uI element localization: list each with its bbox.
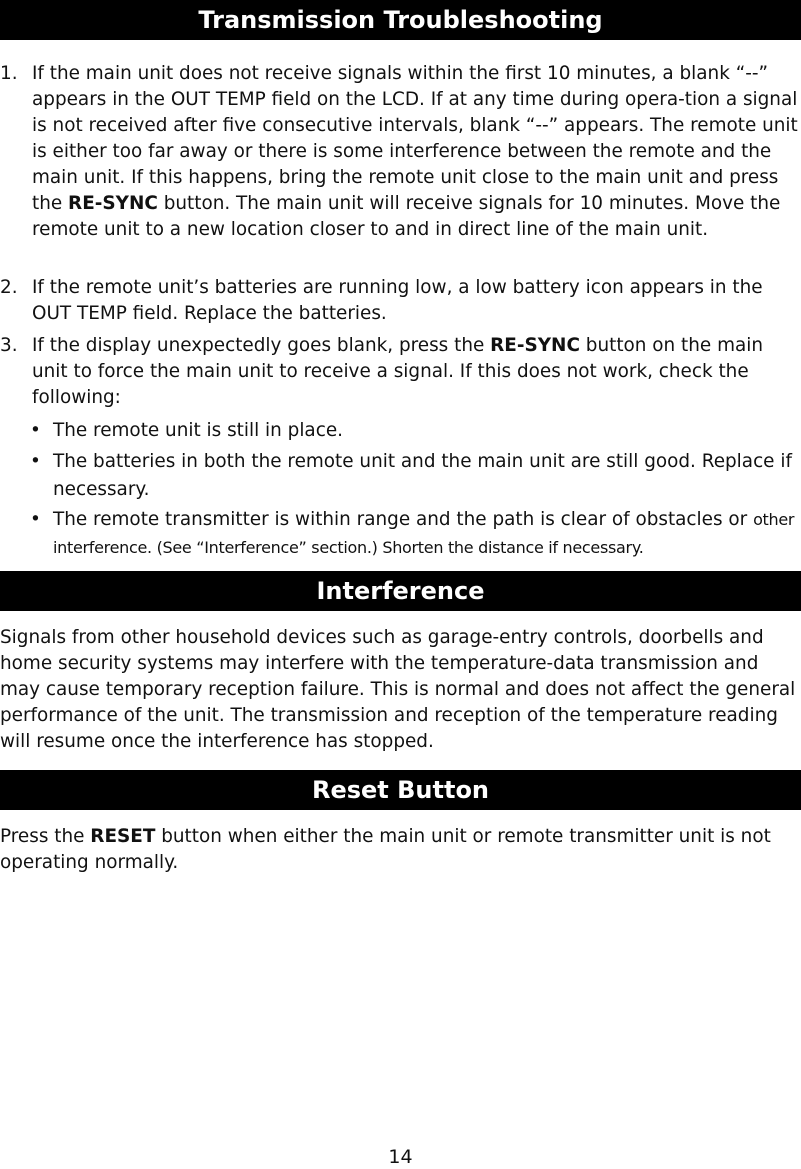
text-part: button. The main unit will receive signals for 10 minutes. Move the remote unit to a new location closer to and in direct line of the main unit. (32, 193, 781, 240)
list-item-text: If the remote unit’s batteries are running low, a low battery icon appears in the OUT TEMP field. Replace the batteries. (32, 277, 763, 324)
section-title: Reset Button (311, 776, 490, 804)
list-item-text (32, 333, 801, 411)
re-sync-label: RE-SYNC (490, 335, 580, 356)
text-part: button when either the main unit or remote transmitter unit is not operating normally. (0, 826, 771, 873)
text-part: Press the (0, 826, 91, 847)
reset-label: RESET (90, 826, 156, 847)
bullet-icon: • (30, 451, 41, 472)
page-number: 14 (388, 1146, 413, 1168)
text-part: If the display unexpectedly goes blank, press the (32, 335, 491, 356)
text-part: The remote transmitter is within range and the path is clear of obstacles or (53, 509, 754, 530)
text-part: If the main unit does not receive signals within the first 10 minutes, a blank “--” appears in the OUT TEMP field on the LCD. If at any time during opera-tion a signal is not received after five consecutive intervals, blank “--” appears. The remote unit is either too far away or there is some interference between the remote and the main unit. If this happens, bring the remote unit close to the main unit and press the (32, 63, 798, 214)
reset-paragraph (0, 824, 801, 876)
bullet-text (53, 506, 801, 562)
text-part-small: other interference. (See “Interference” section.) Shorten the distance if necessary. (53, 510, 795, 557)
section-title: Transmission Troubleshooting (198, 6, 603, 34)
bullet-text: The batteries in both the remote unit and the main unit are still good. Replace if necessary. (53, 451, 792, 500)
list-item-text (32, 61, 801, 243)
list-number: 1. (0, 63, 18, 84)
interference-paragraph: Signals from other household devices such as garage-entry controls, doorbells and home security systems may interfere with the temperature-data transmission and may cause temporary reception failure. This is normal and does not affect the general performance of the unit. The transmission and reception of the temperature reading will resume once the interference has stopped. (0, 627, 796, 752)
section-title: Interference (316, 577, 485, 605)
section-header-transmission (0, 0, 801, 40)
section-header-interference (0, 571, 801, 611)
text-part: button on the main unit to force the main unit to receive a signal. If this does not work, check the following: (32, 335, 764, 408)
section-header-reset (0, 770, 801, 810)
list-number: 3. (0, 335, 18, 356)
bullet-icon: • (30, 509, 41, 530)
bullet-text: The remote unit is still in place. (53, 420, 343, 441)
list-number: 2. (0, 277, 18, 298)
re-sync-label: RE-SYNC (68, 193, 158, 214)
bullet-icon: • (30, 420, 41, 441)
